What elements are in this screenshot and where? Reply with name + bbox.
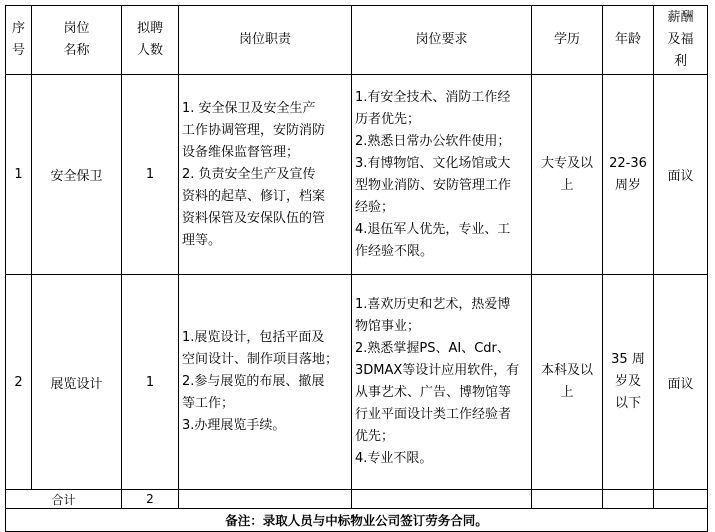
header-seq: 序 号	[6, 6, 32, 75]
note-row	[6, 509, 708, 532]
table-row	[6, 75, 708, 275]
header-row	[6, 6, 708, 75]
cell-seq: 1	[6, 75, 32, 275]
total-row	[6, 490, 708, 509]
header-age: 年龄	[603, 6, 654, 75]
cell-count: 1	[122, 75, 179, 275]
header-position: 岗位 名称	[32, 6, 122, 75]
empty-cell	[603, 490, 654, 509]
cell-age: 35 周 岁及 以下	[603, 275, 654, 490]
cell-duties: 1.展览设计，包括平面及 空间设计、制作项目落地； 2.参与展览的布展、撤展 等工作； 3.办理展览手续。	[179, 275, 352, 490]
header-education: 学历	[532, 6, 603, 75]
header-count: 拟聘 人数	[122, 6, 179, 75]
recruitment-table	[5, 5, 708, 532]
cell-salary: 面议	[654, 75, 708, 275]
cell-duties: 1. 安全保卫及安全生产 工作协调管理，安防消防 设备维保监督管理； 2. 负责安全生产及宣传 资料的起草、修订，档案 资料保管及安保队伍的管 理等。	[179, 75, 352, 275]
header-requirements: 岗位要求	[352, 6, 532, 75]
total-label: 合计	[6, 490, 122, 509]
header-salary: 薪酬 及福 利	[654, 6, 708, 75]
header-duties: 岗位职责	[179, 6, 352, 75]
cell-position: 安全保卫	[32, 75, 122, 275]
empty-cell	[352, 490, 532, 509]
empty-cell	[654, 490, 708, 509]
cell-education: 大专及以 上	[532, 75, 603, 275]
cell-position: 展览设计	[32, 275, 122, 490]
cell-requirements: 1.有安全技术、消防工作经 历者优先； 2.熟悉日常办公软件使用； 3.有博物馆、文化场馆或大 型物业消防、安防管理工作 经验； 4.退伍军人优先，专业、工 作经验不限。	[352, 75, 532, 275]
cell-salary: 面议	[654, 275, 708, 490]
cell-seq: 2	[6, 275, 32, 490]
table-row	[6, 275, 708, 490]
cell-age: 22-36 周岁	[603, 75, 654, 275]
empty-cell	[532, 490, 603, 509]
note-text: 备注：录取人员与中标物业公司签订劳务合同。	[6, 509, 708, 532]
cell-count: 1	[122, 275, 179, 490]
empty-cell	[179, 490, 352, 509]
total-count: 2	[122, 490, 179, 509]
cell-requirements: 1.喜欢历史和艺术，热爱博 物馆事业； 2.熟悉掌握PS、AI、Cdr、 3DMAX等设计应用软件，有 从事艺术、广告、博物馆等 行业平面设计类工作经验者 优先； 4.专业不限。	[352, 275, 532, 490]
cell-education: 本科及以 上	[532, 275, 603, 490]
